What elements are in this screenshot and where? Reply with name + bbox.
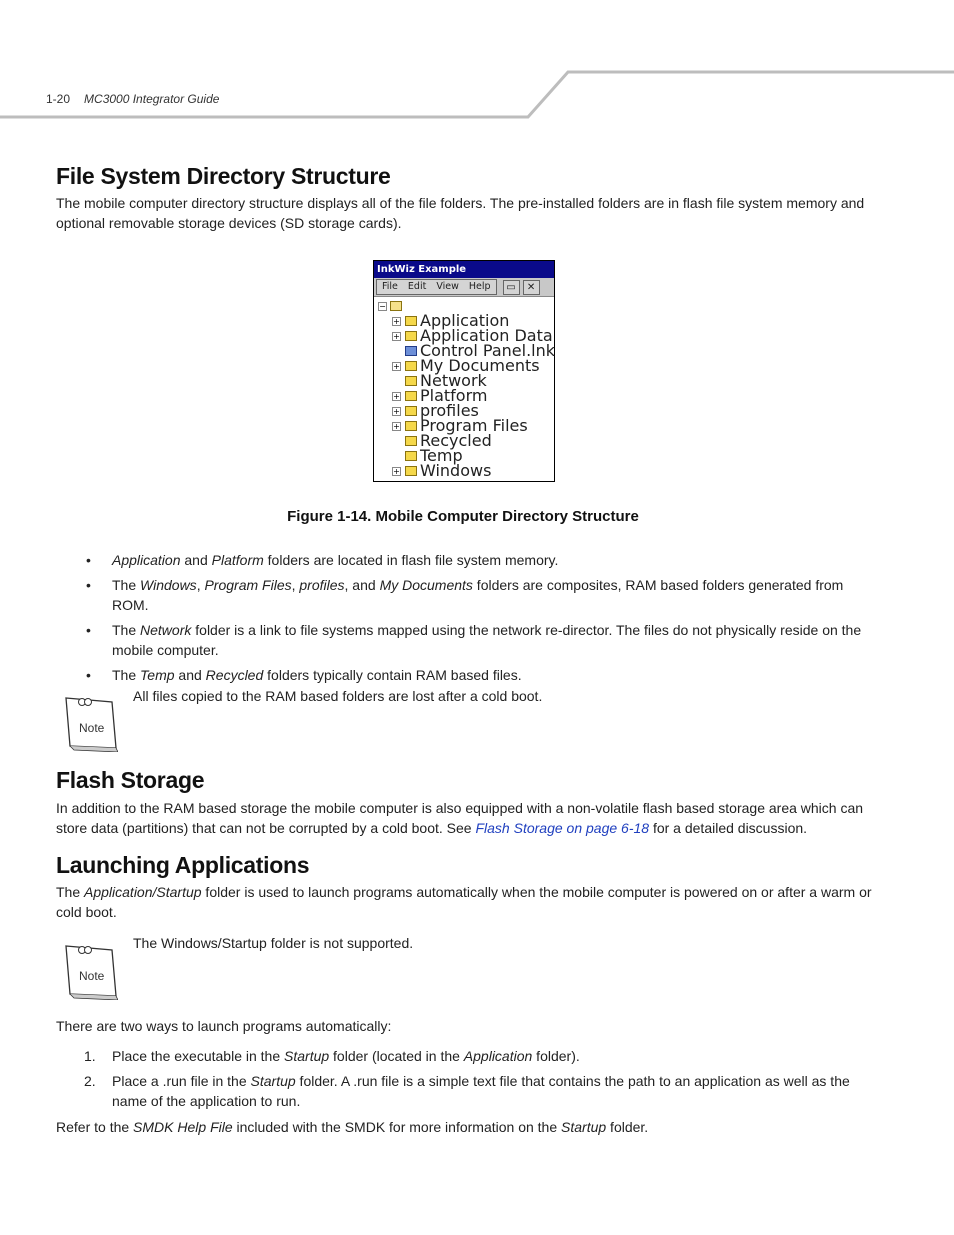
expand-icon[interactable]: + xyxy=(393,392,400,401)
folder-bullets xyxy=(56,550,876,690)
expand-icon[interactable]: + xyxy=(393,422,400,431)
note-icon xyxy=(60,942,118,1000)
tree-item-label: Platform xyxy=(420,386,488,405)
bullet-item: • The Windows, Program Files, profiles, and My Documents folders are composites, RAM based folders generated from ROM. xyxy=(86,577,844,613)
page-number: 1-20 xyxy=(46,92,71,106)
tree-item-label: Application xyxy=(420,311,510,330)
folder-icon xyxy=(405,466,417,476)
tree-item-label: Temp xyxy=(420,446,463,465)
menu-help[interactable]: Help xyxy=(468,281,491,292)
expand-icon[interactable]: + xyxy=(393,362,400,371)
close-icon[interactable]: ✕ xyxy=(523,280,540,295)
folder-icon xyxy=(405,451,417,461)
expand-icon[interactable]: + xyxy=(393,332,400,341)
open-folder-icon[interactable]: ▭ xyxy=(503,280,520,295)
tree-item-label: My Documents xyxy=(420,356,540,375)
menu-bar xyxy=(374,278,554,297)
tree-item[interactable] xyxy=(392,461,542,480)
folder-icon xyxy=(405,406,417,416)
bullet-item: • The Network folder is a link to file systems mapped using the network re-director. The files do not physically reside on the mobile computer. xyxy=(86,622,862,658)
expand-icon[interactable]: + xyxy=(393,407,400,416)
menu-file[interactable]: File xyxy=(382,281,398,292)
folder-icon xyxy=(405,391,417,401)
page-header xyxy=(46,92,219,106)
folder-icon xyxy=(405,331,417,341)
folder-icon xyxy=(405,376,417,386)
step-item: 2. Place a .run file in the Startup folder. A .run file is a simple text file that contains the path to an application as well as the name of the application to run. xyxy=(84,1073,850,1109)
section-title-launching: Launching Applications xyxy=(56,852,310,878)
note-text: All files copied to the RAM based folders are lost after a cold boot. xyxy=(133,688,543,704)
window-title: InkWiz Example xyxy=(374,261,554,278)
folder-icon xyxy=(405,421,417,431)
note-icon xyxy=(60,694,118,752)
steps-list xyxy=(56,1046,876,1116)
open-folder-icon xyxy=(390,301,402,311)
explorer-screenshot xyxy=(373,260,555,482)
menu-edit[interactable]: Edit xyxy=(407,281,427,292)
tree-item-label: profiles xyxy=(420,401,479,420)
tree-item-label: Network xyxy=(420,371,487,390)
shortcut-icon xyxy=(405,346,417,356)
tree-item[interactable] xyxy=(392,431,542,450)
folder-icon xyxy=(405,436,417,446)
flash-storage-paragraph: In addition to the RAM based storage the mobile computer is also equipped with a non-volatile flash based storage area which can store data (partitions) that can not be corrupted by a cold boot. See Flash Storage on page 6-18 for a detailed discussion. xyxy=(56,800,864,836)
section-title-file-system: File System Directory Structure xyxy=(56,163,391,189)
expand-icon[interactable]: + xyxy=(393,467,400,476)
folder-icon xyxy=(405,316,417,326)
tree-item-label: Program Files xyxy=(420,416,528,435)
ways-paragraph: There are two ways to launch programs automatically: xyxy=(56,1018,392,1034)
section-title-flash-storage: Flash Storage xyxy=(56,767,205,793)
tree-item-label: Windows xyxy=(420,461,492,480)
tree-item-label: Application Data xyxy=(420,326,553,345)
expand-icon[interactable]: + xyxy=(393,317,400,326)
flash-storage-link[interactable]: Flash Storage on page 6-18 xyxy=(475,820,650,836)
tree-root xyxy=(378,299,408,314)
figure-caption: Figure 1-14. Mobile Computer Directory Structure xyxy=(287,508,639,525)
section-intro: The mobile computer directory structure displays all of the file folders. The pre-installed folders are in flash file system memory and optional removable storage devices (SD storage cards). xyxy=(56,195,865,231)
menu-view[interactable]: View xyxy=(436,281,459,292)
tree-item-label: Control Panel.lnk xyxy=(420,341,556,360)
collapse-icon: − xyxy=(379,302,386,311)
bullet-item: • The Temp and Recycled folders typically contain RAM based files. xyxy=(86,667,522,683)
svg-text:Note: Note xyxy=(79,969,105,983)
svg-text:Note: Note xyxy=(79,721,105,735)
refer-paragraph: Refer to the SMDK Help File included with the SMDK for more information on the Startup folder. xyxy=(56,1119,649,1135)
note-text: The Windows/Startup folder is not supported. xyxy=(133,935,414,951)
step-item: 1. Place the executable in the Startup folder (located in the Application folder). xyxy=(84,1048,580,1064)
folder-icon xyxy=(405,361,417,371)
guide-title: MC3000 Integrator Guide xyxy=(84,92,220,106)
tree-item-label: Recycled xyxy=(420,431,492,450)
bullet-item: • Application and Platform folders are located in flash file system memory. xyxy=(86,552,559,568)
launching-paragraph: The Application/Startup folder is used to launch programs automatically when the mobile computer is powered on or after a warm or cold boot. xyxy=(56,884,872,920)
header-rule xyxy=(0,0,954,125)
